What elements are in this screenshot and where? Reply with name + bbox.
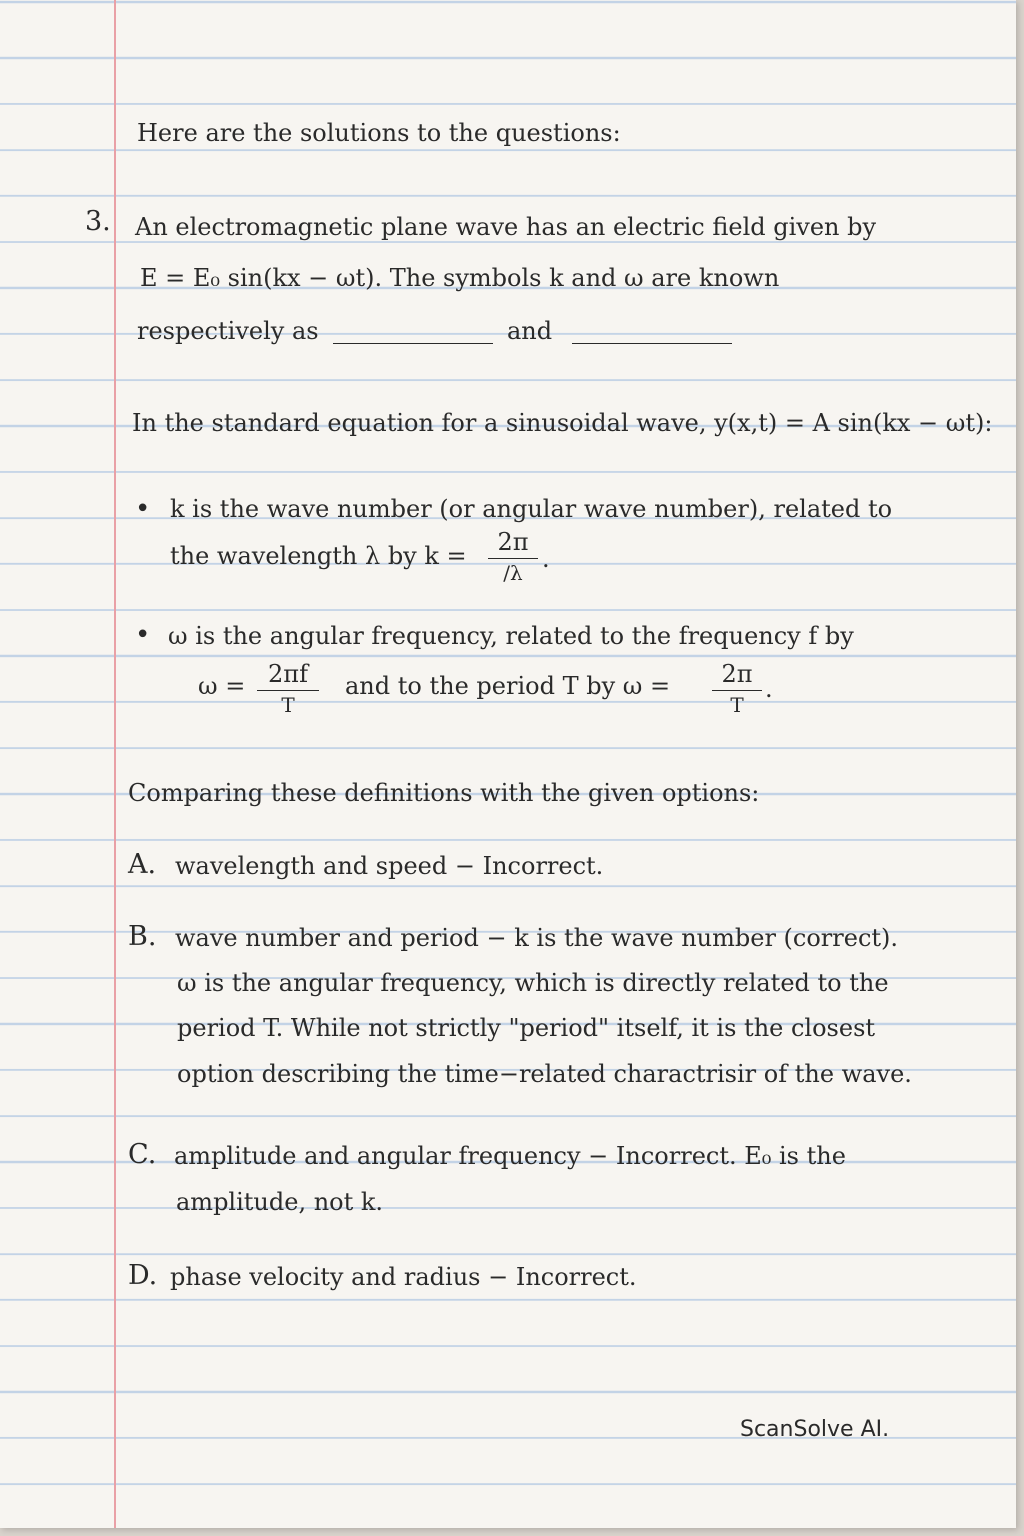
option-d-text: phase velocity and radius − Incorrect.: [170, 1263, 637, 1291]
fraction-bar: [712, 690, 762, 691]
fraction-denominator: T: [730, 693, 744, 717]
option-b-line-2: ω is the angular frequency, which is directly related to the: [177, 969, 889, 997]
fraction-2pi-over-T: [712, 660, 762, 717]
question-line-3-and: and: [507, 317, 553, 345]
fraction-bar: [488, 558, 538, 559]
option-b-line-1: wave number and period − k is the wave number (correct).: [175, 924, 899, 952]
fraction-denominator: T: [281, 693, 295, 717]
option-d-letter: D.: [128, 1260, 158, 1291]
question-line-3-start: respectively as: [137, 317, 319, 345]
question-line-1: An electromagnetic plane wave has an electric field given by: [135, 213, 877, 241]
answer-blank-2[interactable]: [572, 343, 732, 344]
answer-blank-1[interactable]: [333, 343, 493, 344]
option-a-letter: A.: [128, 849, 157, 880]
comparing-text: Comparing these definitions with the given options:: [128, 779, 760, 807]
standard-equation-text: In the standard equation for a sinusoidal wave, y(x,t) = A sin(kx − ωt):: [132, 409, 993, 437]
fraction-numerator: 2πf: [268, 660, 308, 688]
fraction-2pif-over-T: [257, 660, 319, 717]
intro-text: Here are the solutions to the questions:: [137, 119, 621, 147]
fraction-2pi-over-lambda: [488, 528, 538, 585]
fraction-numerator: 2π: [497, 528, 529, 556]
fraction-denominator: /λ: [503, 561, 523, 585]
option-c-letter: C.: [128, 1139, 157, 1170]
option-c-line-1: amplitude and angular frequency − Incorrect. E₀ is the: [174, 1142, 846, 1170]
option-c-line-2: amplitude, not k.: [176, 1188, 384, 1216]
option-b-line-4: option describing the time−related charactrisir of the wave.: [177, 1060, 912, 1088]
option-a-text: wavelength and speed − Incorrect.: [175, 852, 604, 880]
bullet-k-line-1: k is the wave number (or angular wave number), related to: [170, 495, 893, 523]
bullet-k-line-2: the wavelength λ by k =: [170, 542, 467, 570]
bullet-dot-icon: •: [135, 620, 151, 650]
bullet-w-period: .: [765, 675, 773, 703]
bullet-w-lhs: ω =: [198, 672, 246, 700]
question-line-2: E = E₀ sin(kx − ωt). The symbols k and ω are known: [140, 264, 780, 292]
margin-line: [114, 0, 116, 1528]
bullet-k-period: .: [542, 545, 550, 573]
question-number: 3.: [85, 206, 111, 237]
fraction-bar: [257, 690, 319, 691]
option-b-letter: B.: [128, 921, 157, 952]
bullet-w-line-1: ω is the angular frequency, related to the frequency f by: [168, 622, 854, 650]
option-b-line-3: period T. While not strictly "period" itself, it is the closest: [177, 1014, 876, 1042]
signature: ScanSolve AI.: [740, 1417, 890, 1442]
fraction-numerator: 2π: [721, 660, 753, 688]
bullet-dot-icon: •: [135, 494, 151, 524]
bullet-w-middle-text: and to the period T by ω =: [345, 672, 671, 700]
